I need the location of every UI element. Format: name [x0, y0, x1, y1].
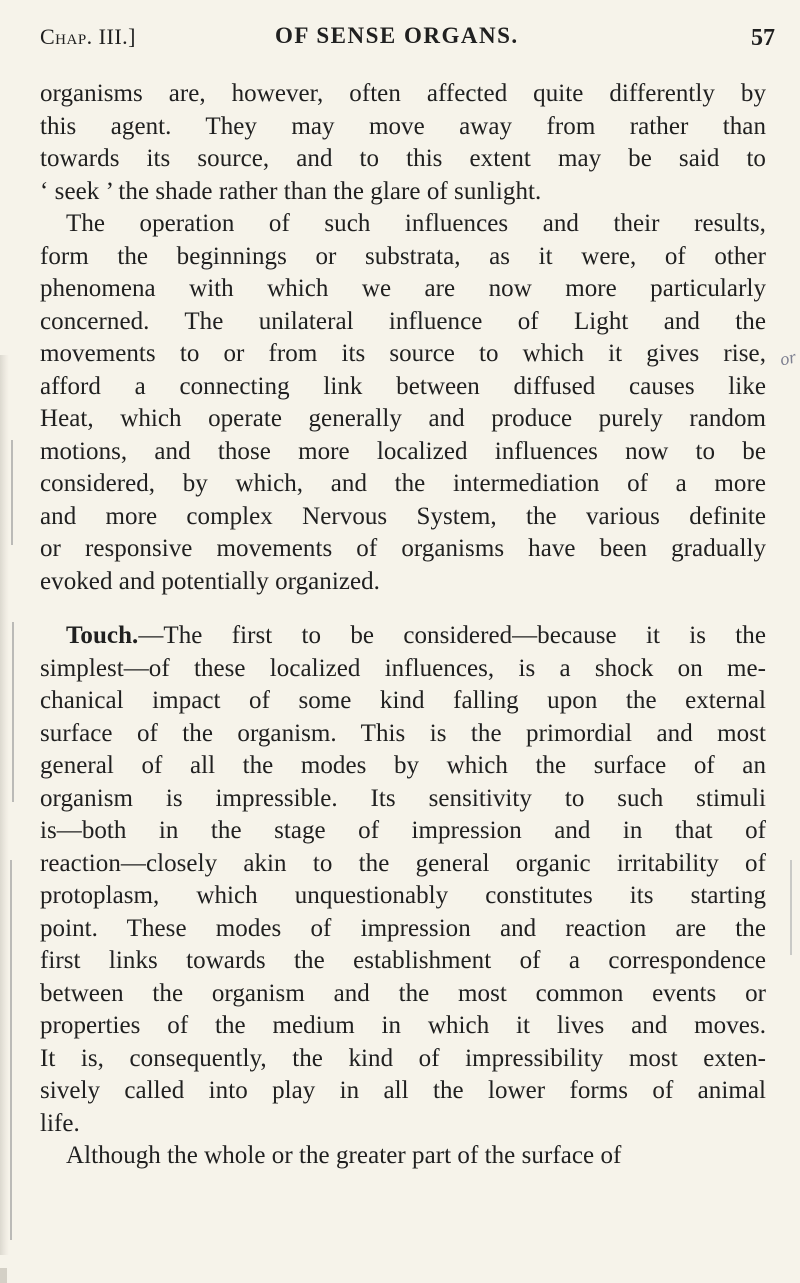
text-line: and more complex Nervous System, the various definite — [40, 502, 766, 530]
text-line: point. These modes of impression and reaction are the — [40, 914, 766, 942]
text-line: movements to or from its source to which it gives rise, — [40, 340, 766, 367]
text-line: simplest—of these localized influences, is a shock on me- — [40, 654, 766, 682]
text-line: chanical impact of some kind falling upon the external — [40, 687, 766, 714]
text-line: phenomena with which we are now more particularly — [40, 275, 766, 302]
text-line: general of all the modes by which the surface of an — [40, 752, 766, 779]
text-line: form the beginnings or substrata, as it were, of other — [40, 242, 766, 270]
paragraph — [40, 620, 766, 1140]
text-line: first links towards the establishment of a correspondence — [40, 947, 766, 974]
text-line: organisms are, however, often affected quite differently by — [40, 80, 766, 107]
text-line: this agent. They may move away from rather than — [40, 112, 766, 140]
text-line: is—both in the stage of impression and in that of — [40, 817, 766, 844]
page-binding-edge — [0, 355, 9, 1255]
page-text — [40, 78, 766, 1173]
text-line: reaction—closely akin to the general organic irritability of — [40, 849, 766, 877]
text-line: protoplasm, which unquestionably constitutes its starting — [40, 882, 766, 909]
topic-sentence: —The first to be considered—because it is the — [138, 622, 766, 649]
running-title: OF SENSE ORGANS. — [275, 23, 519, 48]
text-line: motions, and those more localized influences now to be — [40, 437, 766, 465]
text-line: between the organism and the most common events or — [40, 979, 766, 1007]
text-line: towards its source, and to this extent may be said to — [40, 145, 766, 172]
margin-shadow-line — [11, 440, 13, 545]
bottom-edge-mark — [0, 1268, 7, 1283]
running-head — [40, 24, 775, 74]
text-line: Although the whole or the greater part of the surface of — [66, 1142, 622, 1169]
paragraph — [40, 78, 766, 208]
margin-shadow-line — [12, 622, 14, 802]
text-line: evoked and potentially organized. — [40, 567, 380, 595]
text-line: organism is impressible. Its sensitivity to such stimuli — [40, 784, 766, 812]
text-line: life. — [40, 1109, 80, 1137]
section-topic: Touch. — [66, 622, 139, 649]
text-line: considered, by which, and the intermediation of a more — [40, 470, 766, 497]
right-margin-mark — [790, 860, 792, 955]
text-line: afford a connecting link between diffused causes like — [40, 372, 766, 400]
text-line: sively called into play in all the lower forms of animal — [40, 1077, 766, 1104]
text-line: ‘ seek ’ the shade rather than the glare of sunlight. — [40, 177, 542, 205]
paragraph — [40, 1140, 766, 1173]
text-line: surface of the organism. This is the primordial and most — [40, 719, 766, 747]
margin-shadow-line — [10, 860, 12, 1240]
text-line — [40, 620, 766, 653]
paragraph — [40, 208, 766, 598]
text-line: It is, consequently, the kind of impressibility most exten- — [40, 1044, 766, 1072]
text-line: concerned. The unilateral influence of Light and the — [40, 307, 766, 335]
text-line: Heat, which operate generally and produce purely random — [40, 405, 766, 432]
handwritten-margin-note: or — [777, 346, 798, 370]
page-number: 57 — [751, 25, 775, 51]
text-line: The operation of such influences and their results, — [66, 210, 766, 237]
chapter-heading: Chap. III.] — [40, 24, 136, 49]
paragraph-gap — [40, 598, 766, 620]
text-line: properties of the medium in which it lives and moves. — [40, 1012, 766, 1039]
text-line: or responsive movements of organisms have been gradually — [40, 535, 766, 562]
